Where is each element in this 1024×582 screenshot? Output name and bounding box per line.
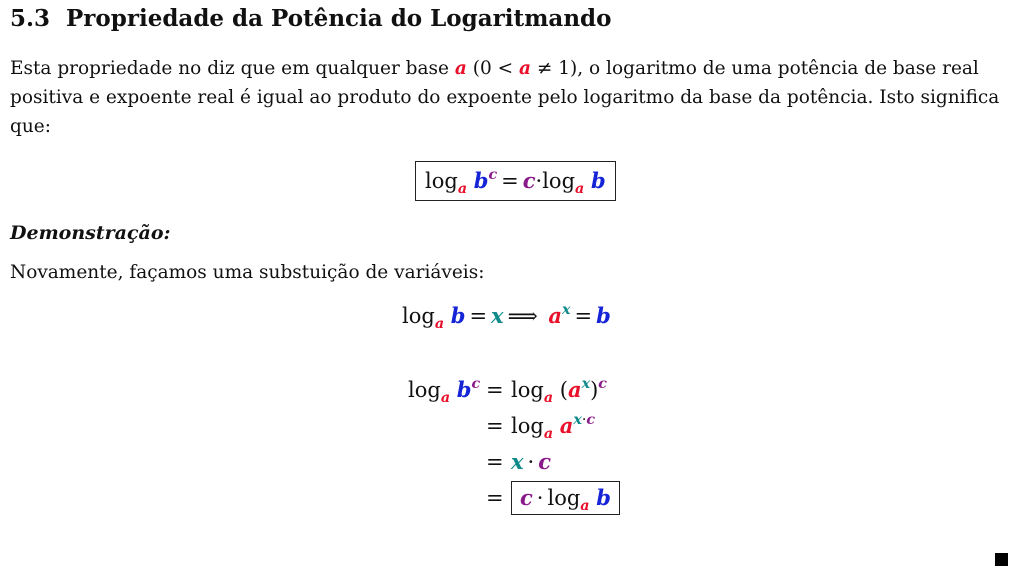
exponent-x: x — [561, 302, 571, 319]
var-x: x — [511, 449, 524, 474]
exponent-x: x — [581, 376, 591, 393]
var-a: a — [567, 377, 582, 402]
var-b: b — [590, 168, 606, 193]
derivation-rhs — [511, 372, 607, 408]
dot-operator: · — [527, 450, 535, 474]
log-operator: log — [511, 378, 544, 402]
substitution-formula — [402, 300, 611, 332]
equals-sign: = — [486, 486, 504, 510]
var-b: b — [596, 303, 611, 328]
log-base: a — [575, 180, 585, 197]
intro-text-3: ≠ 1), o logaritmo de uma potência de base real positiva e expoente real é igual ao produto do expoente pelo logaritmo da base da potência. Isto significa que: — [10, 58, 1000, 137]
var-b: b — [456, 377, 472, 402]
derivation-rhs — [511, 408, 595, 444]
section-title — [10, 4, 611, 34]
equals-sign: = — [574, 304, 593, 328]
log-operator: log — [408, 378, 441, 402]
result-box — [511, 481, 620, 515]
var-b: b — [450, 303, 466, 328]
section-number: 5.3 — [10, 5, 51, 32]
right-paren: ) — [590, 378, 599, 402]
log-operator: log — [547, 486, 581, 510]
left-paren: ( — [559, 378, 568, 402]
dot-operator: · — [536, 486, 544, 510]
exponent-c: c — [471, 376, 481, 393]
var-b: b — [596, 485, 611, 510]
base-variable-condition: a — [519, 58, 532, 79]
log-operator: log — [402, 304, 435, 328]
dot-operator: · — [581, 412, 587, 429]
exponent-product — [573, 412, 595, 428]
log-base: a — [440, 389, 451, 406]
var-c: c — [538, 449, 552, 474]
log-operator: log — [425, 169, 458, 193]
log-operator: log — [511, 414, 544, 438]
implies-arrow: ⟹ — [507, 304, 538, 328]
equals-sign: = — [469, 304, 488, 328]
intro-text-2: (0 < — [466, 58, 520, 79]
log-base: a — [543, 389, 554, 406]
exponent-c: c — [488, 167, 498, 184]
var-c: c — [522, 168, 536, 193]
log-base: a — [434, 315, 445, 332]
log-base: a — [457, 180, 468, 197]
equals-sign: = — [486, 450, 504, 474]
base-variable: a — [454, 58, 467, 79]
var-a: a — [559, 413, 574, 438]
var-x: x — [573, 412, 582, 429]
log-operator: log — [542, 169, 576, 193]
var-c: c — [520, 485, 533, 510]
demonstration-text: Novamente, façamos uma substuição de variáveis: — [10, 262, 485, 283]
section-title-text: Propriedade da Potência do Logaritmando — [66, 5, 612, 32]
main-formula-box — [415, 161, 616, 201]
dot-operator: · — [535, 169, 543, 193]
log-base: a — [543, 425, 554, 442]
derivation-rhs — [511, 480, 620, 516]
qed-square-icon — [995, 553, 1008, 566]
var-x: x — [491, 303, 504, 328]
equals-sign: = — [486, 414, 504, 438]
var-c: c — [586, 412, 596, 429]
var-a: a — [548, 303, 562, 328]
exponent-c: c — [598, 376, 607, 393]
intro-text-1: Esta propriedade no diz que em qualquer base — [10, 58, 455, 79]
derivation-lhs — [408, 372, 480, 408]
intro-paragraph — [10, 54, 1014, 141]
equals-sign: = — [486, 378, 504, 402]
var-b: b — [473, 168, 489, 193]
log-base: a — [580, 497, 590, 514]
equals-sign: = — [501, 169, 519, 193]
derivation-rhs — [511, 444, 551, 480]
demonstration-heading: Demonstração: — [10, 222, 171, 244]
